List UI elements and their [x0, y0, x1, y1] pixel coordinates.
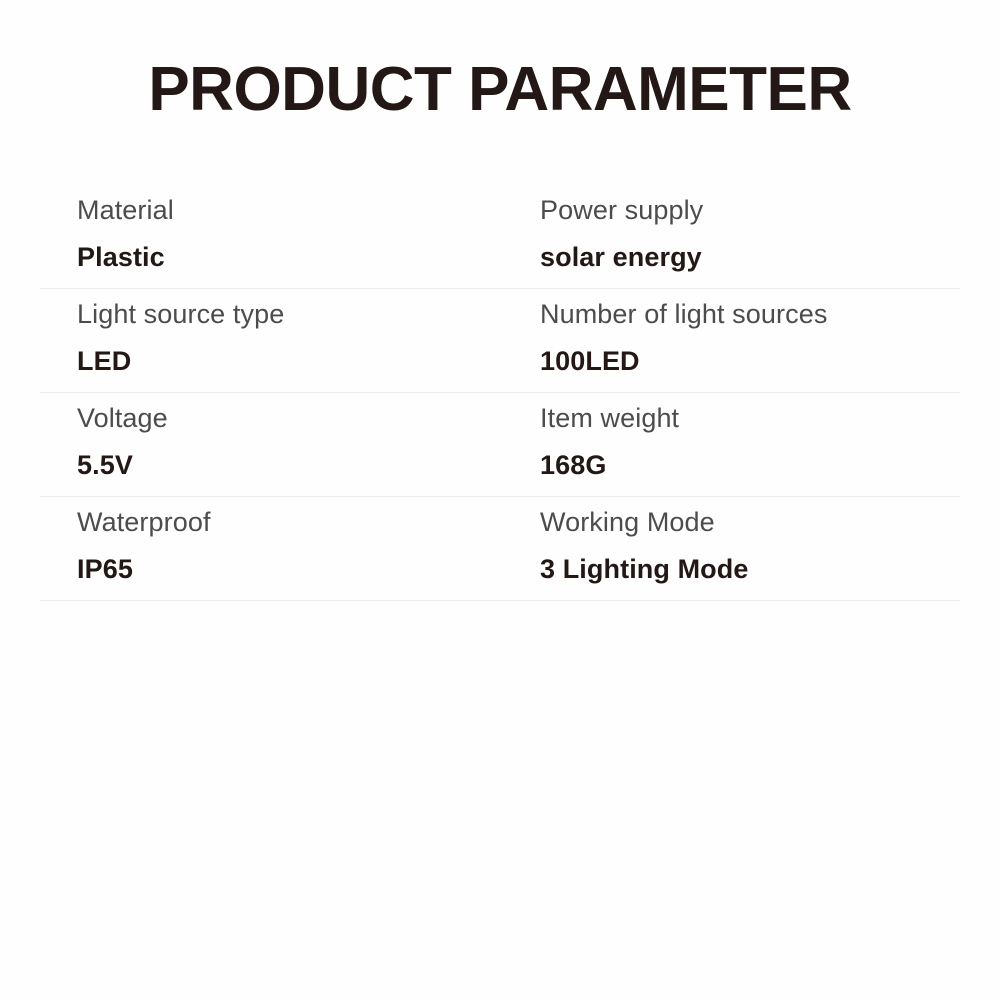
spec-label: Working Mode [540, 507, 715, 537]
spec-label: Voltage [77, 403, 168, 433]
page-title: PRODUCT PARAMETER [148, 55, 852, 124]
table-row [40, 289, 960, 393]
spec-value: Plastic [77, 242, 165, 273]
spec-label: Power supply [540, 195, 704, 225]
spec-value: LED [77, 346, 132, 377]
spec-label: Number of light sources [540, 299, 828, 329]
spec-label: Waterproof [77, 507, 211, 537]
spec-cell-material [40, 185, 500, 288]
spec-value: solar energy [540, 242, 702, 273]
table-row [40, 185, 960, 289]
spec-value: 100LED [540, 346, 640, 377]
spec-cell-item-weight [500, 393, 960, 496]
specifications-table [40, 185, 960, 601]
spec-cell-waterproof [40, 497, 500, 600]
spec-value: IP65 [77, 554, 133, 585]
spec-value: 5.5V [77, 450, 133, 481]
spec-cell-light-source-type [40, 289, 500, 392]
table-row [40, 393, 960, 497]
spec-value: 3 Lighting Mode [540, 554, 749, 585]
spec-cell-number-of-light-sources [500, 289, 960, 392]
spec-value: 168G [540, 450, 607, 481]
spec-cell-voltage [40, 393, 500, 496]
spec-label: Item weight [540, 403, 680, 433]
table-row [40, 497, 960, 601]
spec-label: Light source type [77, 299, 285, 329]
spec-cell-power-supply [500, 185, 960, 288]
spec-cell-working-mode [500, 497, 960, 600]
spec-label: Material [77, 195, 174, 225]
